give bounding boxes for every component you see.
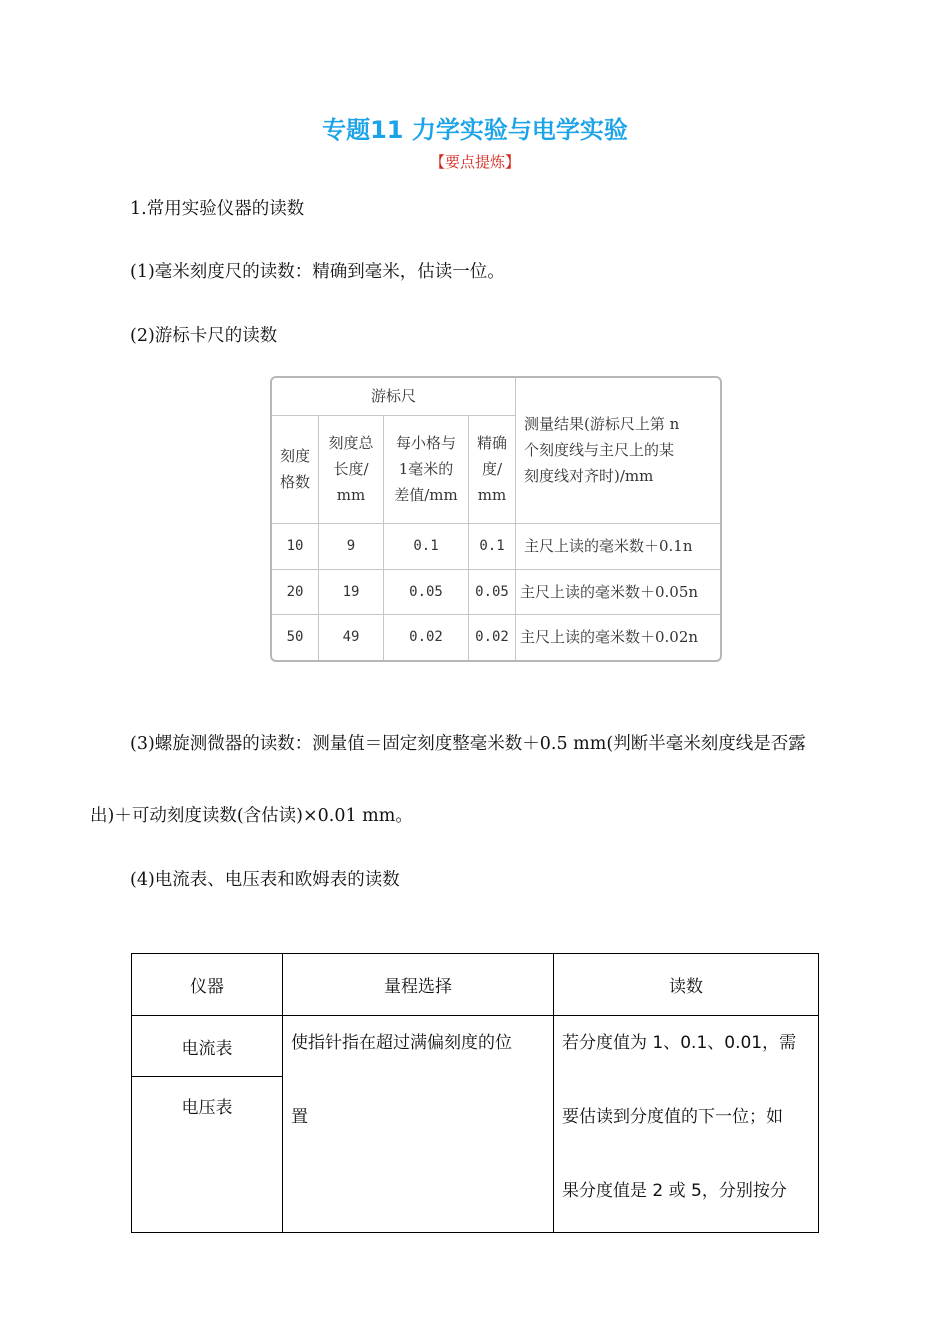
table-row [272,569,720,614]
cell-diff: 0.1 [384,523,469,569]
cell-divisions: 50 [272,615,319,660]
cell-precision: 0.1 [469,523,516,569]
cell-ammeter: 电流表 [132,1016,283,1077]
cell-result: 主尺上读的毫米数＋0.02n [516,615,721,660]
paragraph-meters: (4)电流表、电压表和欧姆表的读数 [130,870,400,890]
cell-length: 9 [319,523,384,569]
header-instrument: 仪器 [132,954,283,1016]
range-line-2: 置 [291,1107,308,1127]
range-line-1: 使指针指在超过满偏刻度的位 [291,1033,512,1053]
cell-result: 主尺上读的毫米数＋0.1n [516,523,721,569]
header-reading: 读数 [554,954,819,1016]
table-row [272,523,720,569]
vernier-table [272,378,720,660]
cell-reading-text [554,1016,819,1233]
cell-divisions: 10 [272,523,319,569]
paragraph-micrometer-2: 出)＋可动刻度读数(含估读)×0.01 mm。 [90,806,413,826]
reading-line-1: 若分度值为 1、0.1、0.01，需 [562,1033,797,1053]
paragraph-instrument-reading: 1.常用实验仪器的读数 [130,199,305,219]
instrument-table [131,953,819,1233]
header-range: 量程选择 [283,954,554,1016]
cell-length: 19 [319,569,384,614]
cell-diff: 0.05 [384,569,469,614]
vernier-header-precision: 精确 度/ mm [469,415,516,523]
cell-length: 49 [319,615,384,660]
vernier-header-length: 刻度总 长度/ mm [319,415,384,523]
paragraph-vernier: (2)游标卡尺的读数 [130,326,278,346]
vernier-header-divisions: 刻度 格数 [272,415,319,523]
cell-divisions: 20 [272,569,319,614]
paragraph-ruler: (1)毫米刻度尺的读数：精确到毫米，估读一位。 [130,262,505,282]
table-row [272,615,720,660]
paragraph-micrometer-1: (3)螺旋测微器的读数：测量值＝固定刻度整毫米数＋0.5 mm(判断半毫米刻度线是否露 [130,734,806,754]
page-title: 专题11 力学实验与电学实验 [322,116,628,144]
cell-diff: 0.02 [384,615,469,660]
vernier-group-header: 游标尺 [272,378,516,415]
cell-precision: 0.02 [469,615,516,660]
reading-line-3: 果分度值是 2 或 5，分别按分 [562,1181,787,1201]
cell-precision: 0.05 [469,569,516,614]
vernier-header-diff: 每小格与 1毫米的 差值/mm [384,415,469,523]
section-subtitle: 【要点提炼】 [429,153,520,171]
vernier-header-result: 测量结果(游标尺上第 n 个刻度线与主尺上的某 刻度线对齐时)/mm [516,378,721,523]
cell-result: 主尺上读的毫米数＋0.05n [516,569,721,614]
vernier-table-figure [270,376,722,662]
reading-line-2: 要估读到分度值的下一位；如 [562,1107,783,1127]
cell-range-text [283,1016,554,1233]
cell-voltmeter: 电压表 [132,1077,283,1233]
